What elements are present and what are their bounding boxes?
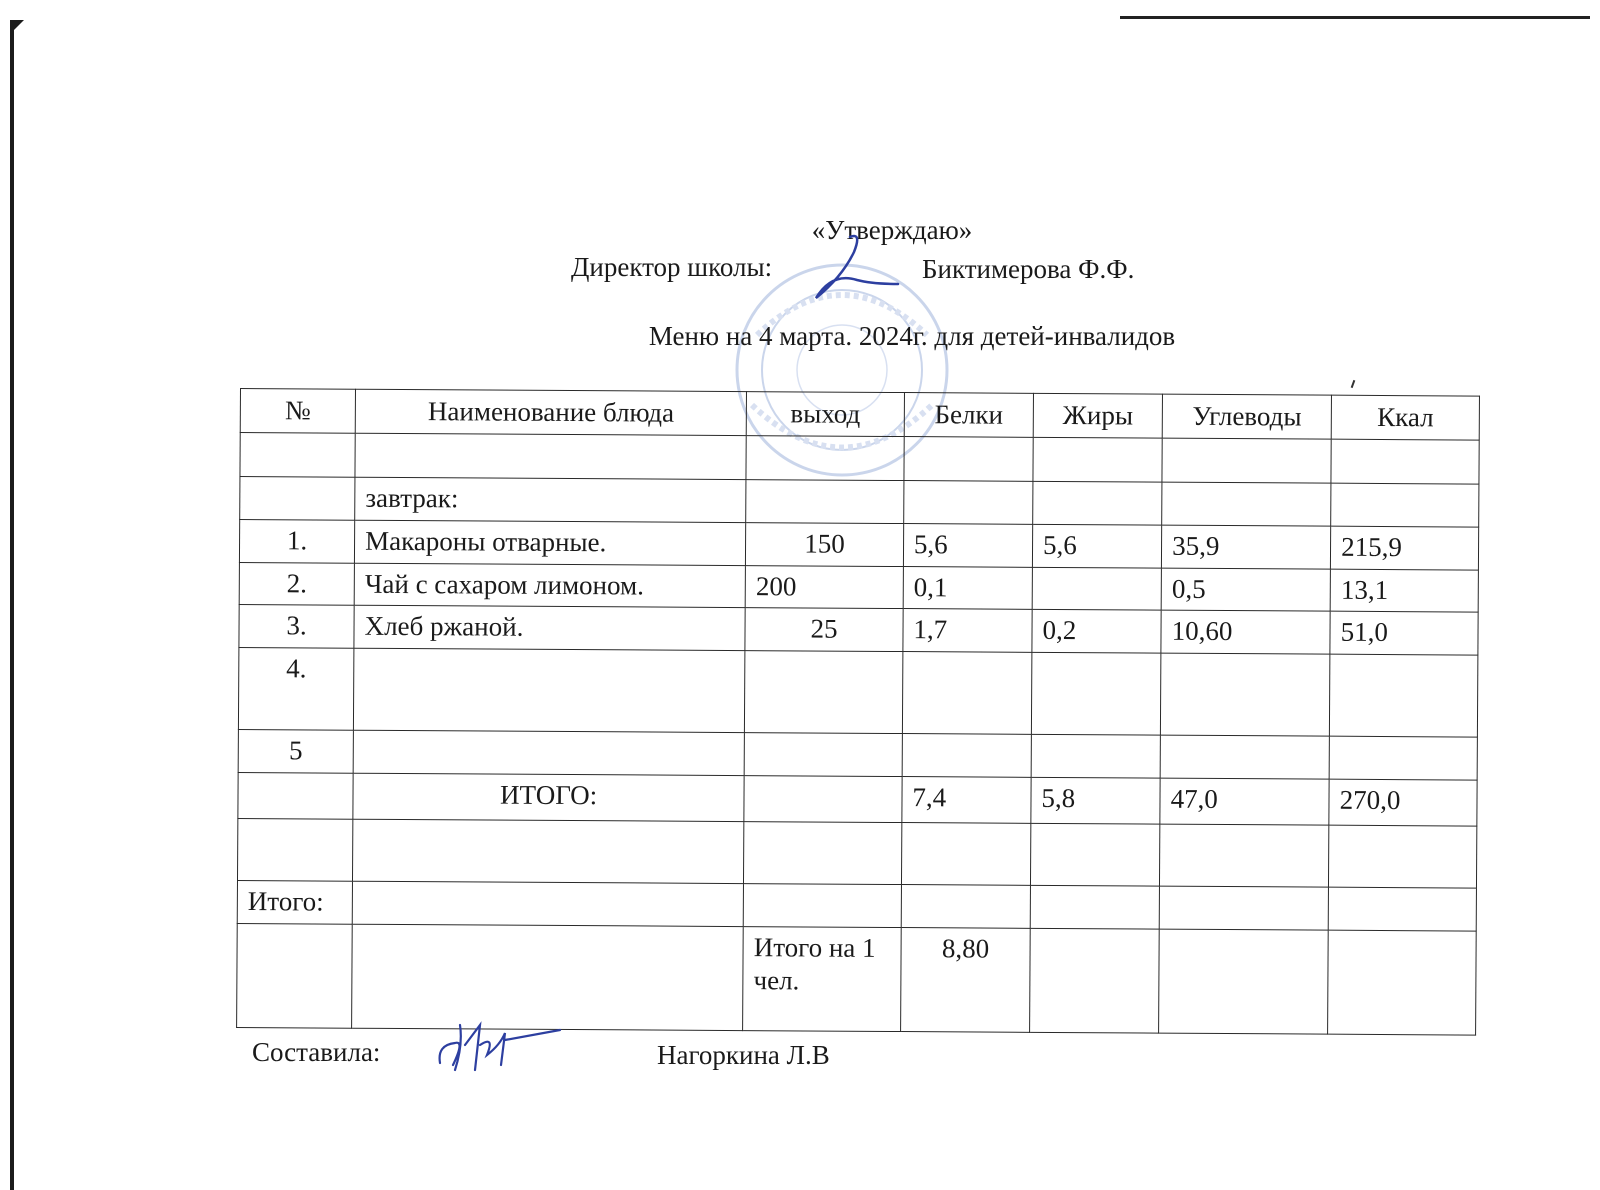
row-number: 4. bbox=[238, 647, 354, 730]
row-carbs bbox=[1160, 735, 1329, 779]
row-output bbox=[744, 733, 902, 777]
compiled-by-label: Составила: bbox=[252, 1037, 381, 1067]
table-row bbox=[238, 729, 1477, 779]
total-kcal: 270,0 bbox=[1329, 779, 1477, 826]
table-row bbox=[238, 647, 1477, 737]
row-dish-name: Чай с сахаром лимоном. bbox=[354, 563, 745, 608]
row-proteins: 5,6 bbox=[903, 523, 1032, 567]
table-row-per-person bbox=[237, 923, 1477, 1035]
table-row-total bbox=[238, 772, 1477, 826]
row-fats bbox=[1032, 567, 1161, 611]
approval-heading: «Утверждаю» bbox=[811, 215, 973, 245]
col-header-number: № bbox=[240, 389, 355, 434]
row-carbs: 35,9 bbox=[1162, 525, 1331, 569]
row-fats bbox=[1031, 652, 1161, 735]
row-proteins bbox=[902, 734, 1031, 778]
row-number: 3. bbox=[239, 605, 354, 648]
row-dish-name: Хлеб ржаной. bbox=[354, 605, 745, 650]
scan-edge-left bbox=[10, 20, 14, 1190]
scan-corner bbox=[10, 20, 24, 34]
table-row bbox=[239, 605, 1478, 655]
total-proteins: 7,4 bbox=[902, 776, 1031, 823]
row-output bbox=[745, 651, 903, 734]
row-fats bbox=[1031, 734, 1160, 778]
row-kcal bbox=[1329, 736, 1477, 780]
table-row bbox=[239, 562, 1478, 612]
compiler-signature bbox=[435, 1015, 565, 1075]
row-proteins bbox=[902, 652, 1032, 735]
total-label: ИТОГО: bbox=[353, 773, 744, 821]
scan-mark bbox=[1351, 380, 1356, 388]
row-number: 1. bbox=[239, 519, 354, 562]
table-row bbox=[239, 519, 1478, 569]
row-output: 25 bbox=[745, 608, 903, 652]
row-kcal: 51,0 bbox=[1330, 611, 1478, 655]
row-fats: 0,2 bbox=[1032, 610, 1161, 654]
table-row-empty bbox=[240, 433, 1479, 485]
menu-table bbox=[236, 388, 1480, 1035]
row-proteins: 1,7 bbox=[903, 609, 1032, 653]
col-header-output: выход bbox=[746, 392, 904, 437]
row-output: 200 bbox=[745, 565, 903, 609]
compiled-by-name: Нагоркина Л.В bbox=[657, 1040, 830, 1070]
col-header-dish: Наименование блюда bbox=[355, 389, 746, 435]
per-person-value: 8,80 bbox=[900, 927, 1030, 1032]
row-fats: 5,6 bbox=[1032, 524, 1161, 568]
table-row-empty bbox=[237, 818, 1476, 888]
row-carbs: 10,60 bbox=[1161, 610, 1330, 654]
director-name: Биктимерова Ф.Ф. bbox=[922, 254, 1135, 284]
row-proteins: 0,1 bbox=[903, 566, 1032, 610]
row-number: 2. bbox=[239, 562, 354, 605]
total-fats: 5,8 bbox=[1031, 777, 1160, 824]
row-kcal: 215,9 bbox=[1331, 526, 1479, 570]
row-number: 5 bbox=[238, 729, 353, 772]
director-label: Директор школы: bbox=[571, 252, 773, 282]
table-row-section bbox=[240, 477, 1479, 527]
col-header-fats: Жиры bbox=[1033, 393, 1162, 438]
row-dish-name bbox=[353, 730, 744, 775]
scan-edge-top bbox=[1120, 16, 1590, 19]
row-dish-name bbox=[354, 648, 746, 732]
itogo-label: Итого: bbox=[237, 880, 352, 923]
per-person-label: Итого на 1 чел. bbox=[743, 926, 901, 1031]
table-header-row bbox=[240, 389, 1479, 441]
row-carbs bbox=[1161, 653, 1331, 736]
row-kcal bbox=[1330, 654, 1478, 737]
table-row-itogo bbox=[237, 880, 1476, 930]
row-dish-name: Макароны отварные. bbox=[355, 520, 746, 565]
director-signature bbox=[812, 232, 902, 302]
row-kcal: 13,1 bbox=[1330, 569, 1478, 613]
total-carbs: 47,0 bbox=[1160, 778, 1329, 825]
col-header-carbs: Углеводы bbox=[1162, 394, 1331, 439]
row-output: 150 bbox=[746, 522, 904, 566]
row-carbs: 0,5 bbox=[1161, 568, 1330, 612]
menu-title: Меню на 4 марта. 2024г. для детей-инвалидов bbox=[648, 321, 1176, 351]
col-header-proteins: Белки bbox=[904, 393, 1033, 438]
col-header-kcal: Ккал bbox=[1331, 395, 1479, 440]
section-breakfast-label: завтрак: bbox=[355, 477, 746, 522]
